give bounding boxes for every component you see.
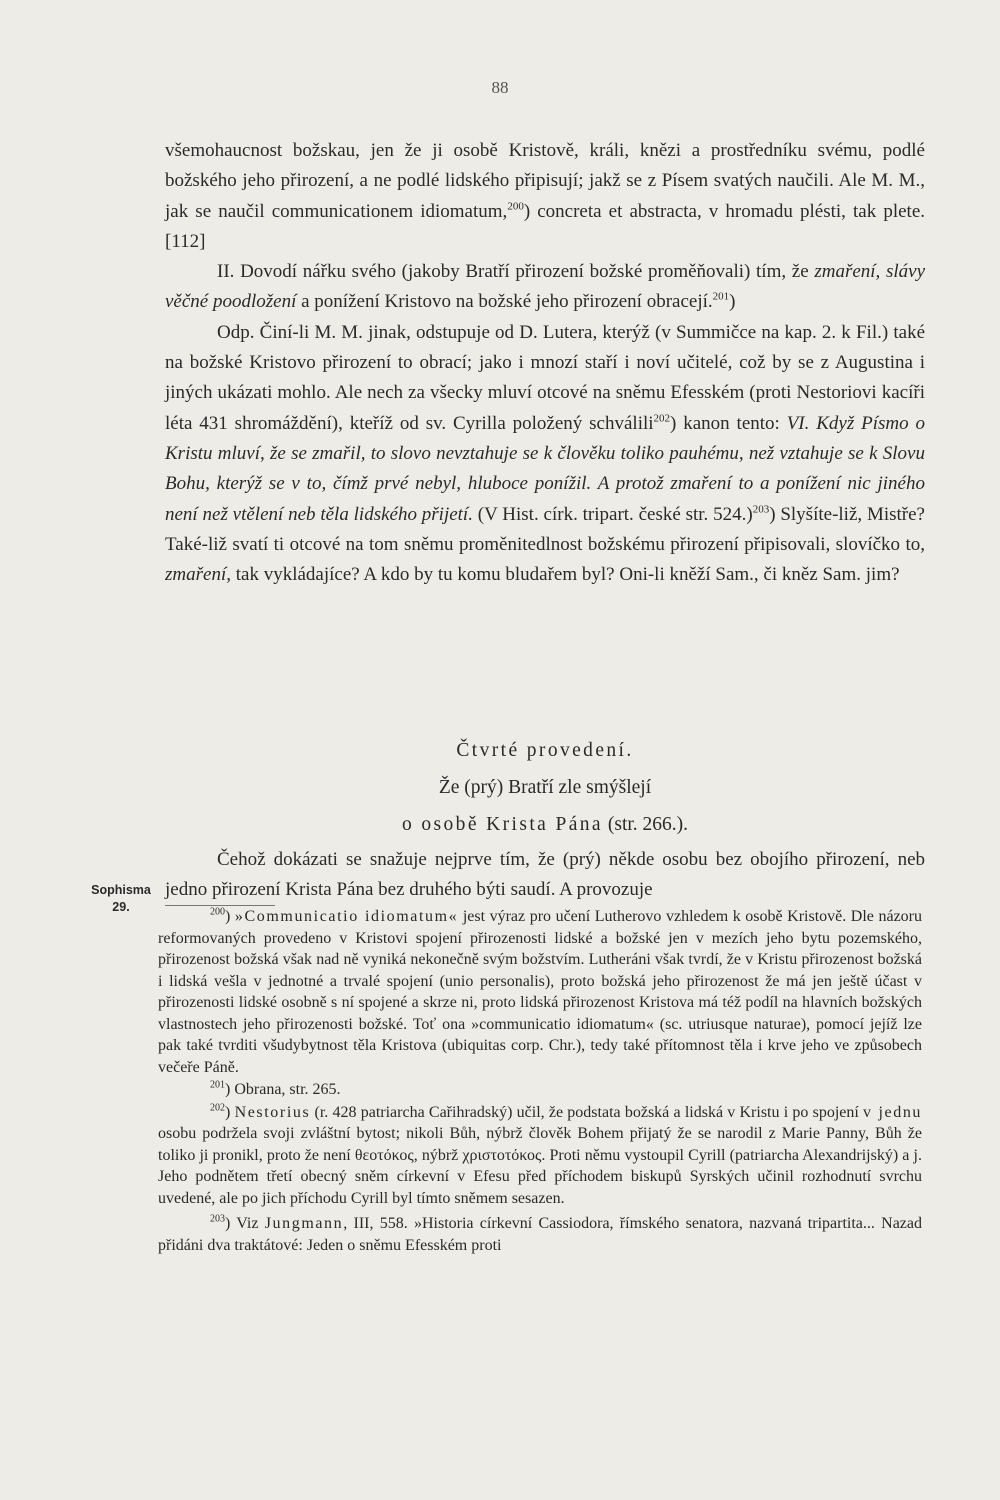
page-number: 88 — [491, 78, 509, 97]
footnote-202: $^{202}$) Nestorius (r. 428 patriarcha Cařihradský) učil, že podstata božská a lidská v Kristu i po spojení v jednu osobu podržela svoji zvláštní bytost; nikoli Bůh, nýbrž člověk Bohem přijatý že se narodil z Marie Panny, Bůh že toliko ji pronikl, proto že není θεοτόκος, nýbrž χριστοτόκος. Proti němu vystoupil Cyrill (patriarcha Alexandrijský) a j. Jeho podnětem třetí obecný sněm církevní v Efesu před příchodem biskupů Syrských učinil rozhodnutí svrchu uvedené, ale po jich příchodu Cyrill byl tímto sněmem sesazen. — [158, 1102, 923, 1207]
footnote-ref-200[interactable]: 200 — [507, 200, 524, 213]
footnotes — [158, 906, 922, 1256]
heading-line-3: o osobě Krista Pána (str. 266.). — [401, 814, 689, 835]
canon-quote: VI. Když Písmo o Kristu mluví, že se zmařil, to slovo nevztahuje se k člověku toliko pauhému, než vztahuje se k Slovu Bohu, kterýž se v to, čímž prvé nebyl, hluboce ponížil. A protož zmaření to a ponížení nic jiného není než vtělení neb těla lidského přijetí. — [165, 412, 925, 525]
italic-word: zmaření, — [165, 564, 231, 586]
footnote-203: $^{203}$) Viz Jungmann, III, 558. »Historia církevní Cassiodora, římského senatora, nazvaná tripartita... Nazad přidáni dva traktátové: Jeden o sněmu Efesském proti — [158, 1213, 922, 1254]
italic-phrase: zmaření, slávy věčné poodložení — [165, 261, 926, 313]
footnote-200: $^{200}$) »Communicatio idiomatum« jest výraz pro učení Lutherovo vzhledem k osobě Kristově. Dle názoru reformovaných provedeno v Kristovi spojení přirozenosti lidské a božské jen v mezích jeho bytu pozemského, přirozenost božská však nad ně vyniká nekonečně svým božstvím. Lutheráni však tvrdí, že v Kristu přirozenost božská i lidská vešla v jednotné a trvalé spojení (unio personalis), proto božská jeho přirozenost že má jen ještě účast v přirozenosti lidské osobně s ní spojené a skrze ni, proto lidská přirozenost Kristova má též podíl na hlavních božských vlastnostech jeho přirozenosti božské. Toť ona »communicatio idiomatum« (sc. utriusque naturae), pomocí jejíž lze pak také tvrditi všudybytnost těla Kristova (ubiquitas corp. Chr.), tedy také přítomnost těla i krve jeho ve způsobech večeře Páně. — [158, 906, 922, 1076]
heading-line-2: Že (prý) Bratří zle smýšlejí — [438, 777, 652, 798]
paragraph-4: Čehož dokázati se snažuje nejprve tím, že (prý) někde osobu bez obojího přirození, neb jedno přirození Krista Pána bez druhého býti saudí. A provozuje — [165, 849, 925, 900]
footnote-ref-203[interactable]: 203 — [752, 503, 770, 516]
heading-line-1: Čtvrté provedení. — [456, 740, 634, 761]
margin-note: Sophisma 29. — [91, 883, 151, 914]
footnote-ref-202[interactable]: 202 — [653, 412, 671, 425]
footnote-201: $^{201}$) Obrana, str. 265. — [210, 1079, 341, 1098]
section-heading — [165, 732, 925, 843]
paragraph-1: všemohaucnost božskau, jen že ji osobě Kristově, králi, knězi a prostředníku svému, podlé božského jeho přirození, a ne podlé lidského připisují; jakž se z Písem svatých naučili. Ale M. M., jak se naučil communicationem idiomatum,$^{200}$) concreta et abstracta, v hromadu plésti, tak plete. [112] — [165, 140, 925, 252]
section-text — [165, 845, 925, 905]
paragraph-2: II. Dovodí nářku svého (jakoby Bratří přirození božské proměňovali) tím, že zmaření, slávy věčné poodložení a ponížení Kristovo na božské jeho přirození obracejí.$^{201}$) — [165, 261, 926, 313]
footnote-ref-201[interactable]: 201 — [712, 291, 730, 304]
paragraph-3: Odp. Činí-li M. M. jinak, odstupuje od D. Lutera, kterýž (v Summičce na kap. 2. k Fil.) také na božské Kristovo přirození to obrací; jako i mnozí staří i noví učitelé, což by se z Augustina i jiných ukázati mohlo. Ale nech za všecky mluví otcové na sněmu Efesském (proti Nestoriovi kacíři léta 431 shromáždění), kteříž od sv. Cyrilla položený schválili$^{202}$) kanon tento: VI. Když Písmo o Kristu mluví, že se zmařil, to slovo nevztahuje se k člověku toliko pauhému, než vztahuje se k Slovu Bohu, kterýž se v to, čímž prvé nebyl, hluboce ponížil. A protož zmaření to a ponížení nic jiného není než vtělení neb těla lidského přijetí. (V Hist. círk. tripart. české str. 524.)$^{203}$) Slyšíte-liž, Mistře? Také-liž svatí ti otcové na tom sněmu proměnitedlnost božskému přirození připisovali, slovíčko to, zmaření, tak vykládajíce? A kdo by tu komu bludařem byl? Oni-li kněží Sam., či kněz Sam. jim? — [165, 321, 925, 586]
main-text — [165, 136, 925, 590]
